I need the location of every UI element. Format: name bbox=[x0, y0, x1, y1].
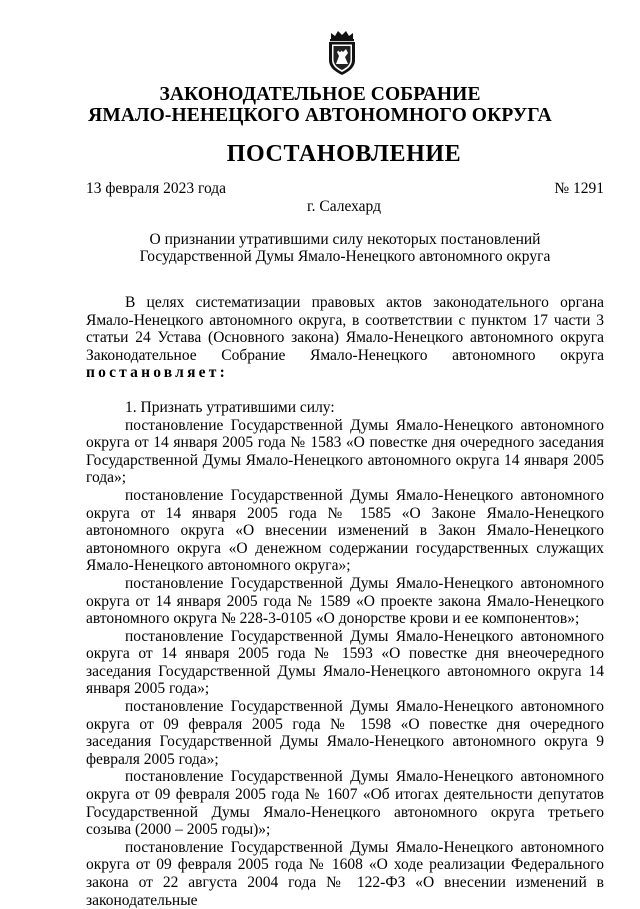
repealed-item-4: постановление Государственной Думы Ямало-Ненецкого автономного округа от 14 января 2005 года № 1593 «О повестке дня внеочередного заседания Государственной Думы Ямало-Ненецкого автономного округа 14 января 2005 года»; bbox=[86, 627, 604, 698]
document-type-title: ПОСТАНОВЛЕНИЕ bbox=[226, 141, 462, 167]
document-subject bbox=[86, 231, 604, 265]
repealed-item-1: постановление Государственной Думы Ямало-Ненецкого автономного округа от 14 января 2005 года № 1583 «О повестке дня очередного заседания Государственной Думы Ямало-Ненецкого автономного округа 14 января 2005 года»; bbox=[86, 416, 604, 487]
coat-of-arms-icon bbox=[324, 30, 360, 76]
repealed-item-6: постановление Государственной Думы Ямало-Ненецкого автономного округа от 09 февраля 2005 года № 1607 «Об итогах деятельности депутатов Государственной Думы Ямало-Ненецкого автономного округа третьего созыва (2000 – 2005 годы)»; bbox=[86, 768, 604, 839]
clause-1-heading: 1. Признать утратившими силу: bbox=[125, 398, 335, 416]
repealed-item-7: постановление Государственной Думы Ямало-Ненецкого автономного округа от 09 февраля 2005 года № 1608 «О ходе реализации Федерального закона от 22 августа 2004 года № 122-ФЗ «О внесении изменений в законодательные bbox=[86, 838, 604, 909]
organization-name-line-2: ЯМАЛО-НЕНЕЦКОГО АВТОНОМНОГО ОКРУГА bbox=[88, 105, 552, 126]
repealed-item-3: постановление Государственной Думы Ямало-Ненецкого автономного округа от 14 января 2005 года № 1589 «О проекте закона Ямало-Ненецкого автономного округа № 228-3-0105 «О донорстве крови и ее компонентов»; bbox=[86, 574, 604, 628]
document-number: № 1291 bbox=[554, 180, 604, 197]
preamble-paragraph bbox=[86, 294, 604, 382]
document-body bbox=[86, 294, 604, 909]
repealed-item-5: постановление Государственной Думы Ямало-Ненецкого автономного округа от 09 февраля 2005 года № 1598 «О повестке дня очередного заседания Государственной Думы Ямало-Ненецкого автономного округа 9 февраля 2005 года»; bbox=[86, 698, 604, 768]
document-date: 13 февраля 2023 года bbox=[86, 180, 227, 197]
preamble-text: В целях систематизации правовых актов законодательного органа Ямало-Ненецкого автономного округа, в соответствии с пунктом 17 части 3 статьи 24 Устава (Основного закона) Ямало-Ненецкого автономного округа Законодательное Собрание Ямало-Ненецкого автономного округа bbox=[86, 294, 604, 364]
subject-line-2: Государственной Думы Ямало-Ненецкого автономного округа bbox=[139, 248, 551, 265]
document-city: г. Салехард bbox=[307, 198, 381, 215]
repealed-item-2: постановление Государственной Думы Ямало-Ненецкого автономного округа от 14 января 2005 года № 1585 «О Законе Ямало-Ненецкого автономного округа «О внесении изменений в Закон Ямало-Ненецкого автономного округа «О денежном содержании государственных служащих Ямало-Ненецкого автономного округа»; bbox=[86, 486, 604, 575]
enact-colon: : bbox=[219, 364, 225, 382]
organization-name-line-1: ЗАКОНОДАТЕЛЬНОЕ СОБРАНИЕ bbox=[159, 84, 481, 105]
enact-word: постановляет bbox=[86, 364, 220, 382]
subject-line-1: О признании утратившими силу некоторых постановлений bbox=[149, 231, 541, 248]
